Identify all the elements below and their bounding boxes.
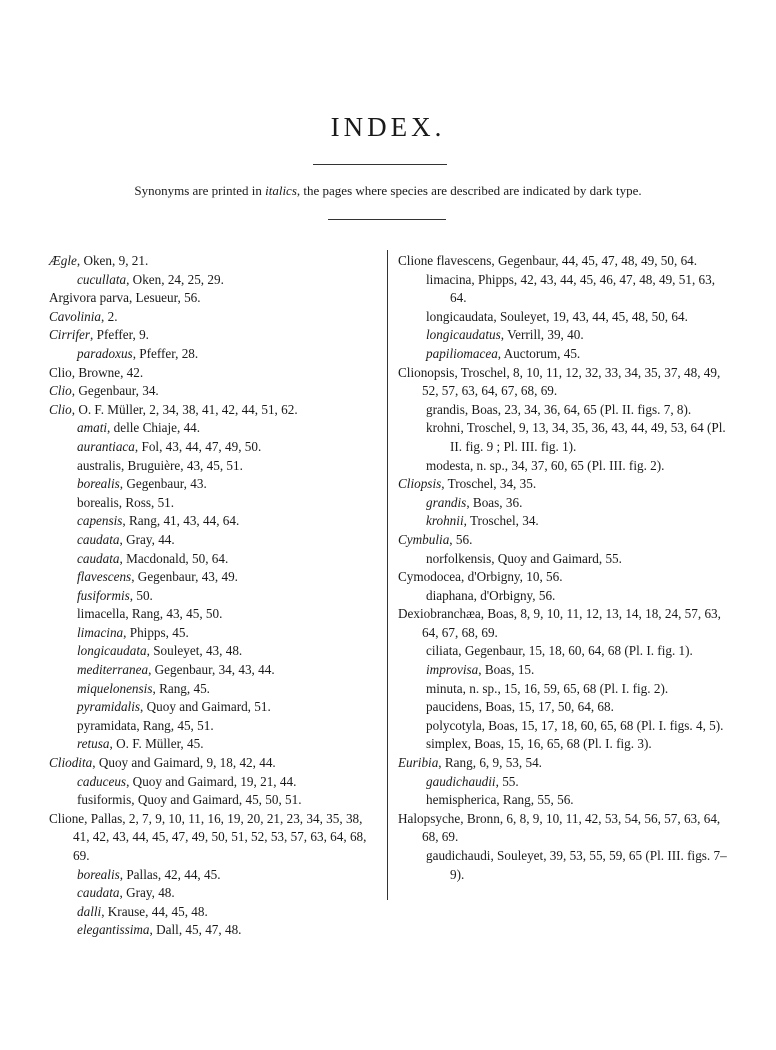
index-entry (398, 735, 734, 754)
entry-references: , Gegenbaur, 34, 43, 44. (148, 662, 275, 678)
entry-name: amati (77, 420, 108, 436)
entry-references: , n. sp., 34, 37, 60, 65 (Pl. III. fig. 2). (469, 457, 665, 473)
entry-name: papiliomacea (426, 345, 498, 361)
entry-name: Cliopsis (398, 476, 442, 492)
entry-name: longicaudata (77, 643, 147, 659)
entry-references: , Quoy and Gaimard, 51. (140, 699, 271, 715)
entry-references: , Gray, 48. (119, 885, 175, 901)
entry-name: Cavolinia (49, 308, 102, 324)
index-entry (49, 419, 374, 438)
entry-references: , 56. (449, 531, 473, 547)
entry-references: , Boas, 36. (466, 494, 523, 510)
index-entry (49, 512, 374, 531)
index-entry (49, 698, 374, 717)
entry-name: Cymbulia (398, 531, 450, 547)
entry-name: dalli (77, 903, 102, 919)
entry-references: , 50. (129, 587, 153, 603)
index-entry (49, 791, 374, 810)
note-italic-word: italics (265, 183, 297, 198)
entry-name: paradoxus (77, 345, 133, 361)
index-entry (398, 345, 734, 364)
entry-name: Cymodocea (398, 569, 461, 585)
entry-references: , d'Orbigny, 10, 56. (461, 569, 563, 585)
entry-references: , Quoy and Gaimard, 45, 50, 51. (131, 792, 302, 808)
entry-name: limacella (77, 606, 126, 622)
page-title: INDEX. (330, 112, 446, 142)
entry-name: Clione (49, 810, 85, 826)
entry-name: Euribia (398, 755, 439, 771)
entry-name: grandis (426, 401, 465, 417)
entry-name: krohnii (426, 513, 464, 529)
entry-name: australis (77, 457, 121, 473)
index-entry (398, 531, 734, 550)
entry-name: longicaudatus (426, 327, 501, 343)
entry-references: , Gegenbaur, 43, 49. (131, 569, 238, 585)
entry-references: , Troschel, 34. (463, 513, 539, 529)
index-entry (398, 587, 734, 606)
note-text-after: , the pages where species are described are indicated by dark type. (296, 183, 642, 198)
entry-name: mediterranea (77, 662, 149, 678)
entry-name: Clione flavescens (398, 253, 492, 268)
entry-references: , 2. (101, 308, 118, 324)
entry-name: gaudichaudi (426, 848, 491, 863)
entry-references: , Troschel, 34, 35. (441, 476, 537, 492)
index-entry (398, 680, 734, 699)
entry-references: , Browne, 42. (71, 364, 144, 380)
index-entry (49, 568, 374, 587)
index-entry (398, 810, 734, 847)
entry-name: ciliata (426, 643, 459, 659)
entry-references: , Rang, 55, 56. (496, 792, 574, 808)
entry-name: limacina (77, 624, 124, 640)
entry-name: caudata (77, 885, 120, 901)
entry-references: , Boas, 15, 17, 18, 60, 65, 68 (Pl. I. figs. 4, 5). (481, 717, 724, 733)
index-entry (398, 642, 734, 661)
entry-references: , Gegenbaur, 44, 45, 47, 48, 49, 50, 64. (491, 253, 698, 268)
entry-name: Cirrifer (49, 327, 91, 343)
entry-references: , Pallas, 2, 7, 9, 10, 11, 16, 19, 20, 21, 23, 34, 35, 38, 41, 42, 43, 44, 45, 47, 49, 50, 51, 52, 53, 57, 63, 64, 68, 69. (73, 810, 367, 863)
entry-references: , Boas, 15, 17, 50, 64, 68. (478, 699, 614, 715)
entry-references: , 55. (495, 773, 519, 789)
entry-references: , Troschel, 8, 10, 11, 12, 32, 33, 34, 35, 37, 48, 49, 52, 57, 63, 64, 67, 68, 69. (422, 364, 721, 399)
entry-references: , Gegenbaur, 34. (71, 383, 159, 399)
index-entry (49, 457, 374, 476)
entry-references: , Fol, 43, 44, 47, 49, 50. (134, 438, 262, 454)
entry-references: , Quoy and Gaimard, 9, 18, 42, 44. (92, 755, 276, 771)
entry-name: paucidens (426, 699, 479, 715)
entry-references: , Bruguière, 43, 45, 51. (120, 457, 243, 473)
entry-references: , Pfeffer, 9. (90, 327, 149, 343)
entry-references: , Rang, 6, 9, 53, 54. (438, 755, 542, 771)
entry-references: , Quoy and Gaimard, 19, 21, 44. (126, 773, 297, 789)
entry-name: Clio (49, 401, 72, 417)
index-column-left (49, 252, 374, 940)
index-entry (49, 642, 374, 661)
entry-references: , Phipps, 45. (123, 624, 189, 640)
entry-name: Clio (49, 383, 72, 399)
index-entry (398, 401, 734, 420)
entry-name: Clio (49, 364, 72, 380)
entry-name: polycotyla (426, 717, 482, 733)
entry-name: flavescens (77, 569, 132, 585)
index-entry (49, 810, 374, 866)
index-entry (398, 661, 734, 680)
index-entry (49, 308, 374, 327)
entry-references: , Verrill, 39, 40. (500, 327, 584, 343)
index-entry (49, 475, 374, 494)
index-entry (398, 252, 734, 271)
index-entry (49, 735, 374, 754)
entry-name: krohni (426, 420, 461, 436)
entry-references: , Lesueur, 56. (128, 290, 201, 306)
entry-name: Dexiobranchæa (398, 606, 481, 622)
entry-name: borealis (77, 866, 120, 882)
entry-references: , O. F. Müller, 2, 34, 38, 41, 42, 44, 51, 62. (71, 401, 298, 417)
entry-name: improvisa (426, 662, 479, 678)
index-entry (398, 494, 734, 513)
index-entry (49, 401, 374, 420)
index-entry (398, 271, 734, 308)
index-entry (49, 289, 374, 308)
index-entry (398, 364, 734, 401)
index-entry (398, 475, 734, 494)
entry-references: , Souleyet, 39, 53, 55, 59, 65 (Pl. III. figs. 7–9). (450, 848, 727, 882)
index-entry (49, 866, 374, 885)
entry-references: , O. F. Müller, 45. (109, 736, 204, 752)
entry-name: cucullata (77, 271, 127, 287)
index-entry (49, 345, 374, 364)
entry-references: , Oken, 9, 21. (76, 253, 149, 268)
entry-name: fusiformis (77, 792, 132, 808)
entry-references: , Dall, 45, 47, 48. (149, 922, 242, 938)
top-divider (313, 164, 447, 165)
index-entry (398, 773, 734, 792)
entry-name: modesta (426, 457, 470, 473)
entry-name: grandis (426, 494, 467, 510)
bottom-divider (328, 219, 446, 220)
entry-references: , Troschel, 9, 13, 34, 35, 36, 43, 44, 49, 53, 64 (Pl. II. fig. 9 ; Pl. III. fig. 1). (450, 420, 726, 454)
index-entry (398, 326, 734, 345)
index-entry (398, 419, 734, 456)
index-entry (49, 550, 374, 569)
entry-references: , Bronn, 6, 8, 9, 10, 11, 42, 53, 54, 56, 57, 63, 64, 68, 69. (422, 810, 721, 845)
entry-references: , Pfeffer, 28. (132, 345, 199, 361)
entry-references: , Boas, 15. (478, 662, 535, 678)
index-entry (398, 568, 734, 587)
entry-references: , Rang, 41, 43, 44, 64. (122, 513, 240, 529)
index-entry (398, 550, 734, 569)
entry-references: , Quoy and Gaimard, 55. (491, 550, 622, 566)
entry-name: borealis (77, 476, 120, 492)
index-entry (49, 605, 374, 624)
note-text-before: Synonyms are printed in (134, 183, 266, 198)
entry-references: , Souleyet, 19, 43, 44, 45, 48, 50, 64. (493, 308, 688, 324)
entry-references: , Auctorum, 45. (497, 345, 581, 361)
entry-references: , Gegenbaur, 15, 18, 60, 64, 68 (Pl. I. fig. 1). (458, 643, 693, 659)
entry-name: elegantissima (77, 922, 150, 938)
entry-references: , Macdonald, 50, 64. (119, 550, 229, 566)
entry-references: , Ross, 51. (118, 494, 175, 510)
entry-name: minuta (426, 680, 463, 696)
entry-name: limacina (426, 271, 472, 287)
entry-name: norfolkensis (426, 550, 492, 566)
entry-references: , Boas, 8, 9, 10, 11, 12, 13, 14, 18, 24, 57, 63, 64, 67, 68, 69. (422, 606, 721, 640)
index-entry (49, 903, 374, 922)
index-entry (49, 884, 374, 903)
index-entry (49, 326, 374, 345)
index-entry (398, 847, 734, 884)
index-entry (398, 698, 734, 717)
entry-name: Ægle (49, 253, 77, 268)
entry-references: , Krause, 44, 45, 48. (101, 903, 208, 919)
entry-references: , Pallas, 42, 44, 45. (119, 866, 221, 882)
index-entry (398, 457, 734, 476)
column-divider (387, 250, 388, 900)
index-entry (49, 717, 374, 736)
entry-references: , Boas, 15, 16, 65, 68 (Pl. I. fig. 3). (467, 736, 652, 752)
entry-references: , Oken, 24, 25, 29. (126, 271, 224, 287)
entry-name: diaphana (426, 587, 474, 603)
entry-name: fusiformis (77, 587, 130, 603)
entry-references: , Rang, 45, 51. (136, 717, 214, 733)
index-entry (49, 438, 374, 457)
index-entry (49, 364, 374, 383)
entry-references: , d'Orbigny, 56. (473, 587, 556, 603)
entry-name: gaudichaudii (426, 773, 496, 789)
index-column-right (398, 252, 734, 884)
index-entry (49, 754, 374, 773)
index-entry (49, 624, 374, 643)
index-entry (49, 494, 374, 513)
index-entry (49, 680, 374, 699)
entry-name: caudata (77, 531, 120, 547)
entry-name: retusa (77, 736, 110, 752)
entry-name: capensis (77, 513, 123, 529)
index-entry (398, 754, 734, 773)
entry-name: hemispherica (426, 792, 497, 808)
entry-name: Halopsyche (398, 810, 461, 826)
entry-name: pyramidata (77, 717, 137, 733)
entry-references: , Rang, 45. (152, 680, 210, 696)
index-entry (398, 605, 734, 642)
entry-references: , delle Chiaje, 44. (107, 420, 201, 436)
entry-references: , Phipps, 42, 43, 44, 45, 46, 47, 48, 49, 51, 63, 64. (450, 271, 716, 306)
index-entry (49, 661, 374, 680)
index-entry (398, 717, 734, 736)
entry-name: longicaudata (426, 308, 494, 324)
index-entry (49, 587, 374, 606)
index-entry (49, 252, 374, 271)
index-entry (398, 512, 734, 531)
entry-name: Cliodita (49, 755, 93, 771)
entry-references: , n. sp., 15, 16, 59, 65, 68 (Pl. I. fig. 2). (462, 680, 669, 696)
entry-name: pyramidalis (77, 699, 141, 715)
index-entry (49, 921, 374, 940)
entry-references: , Gray, 44. (119, 531, 175, 547)
index-entry (49, 531, 374, 550)
entry-name: miquelonensis (77, 680, 153, 696)
entry-references: , Boas, 23, 34, 36, 64, 65 (Pl. II. figs. 7, 8). (464, 401, 692, 417)
entry-references: , Souleyet, 43, 48. (146, 643, 243, 659)
entry-name: borealis (77, 494, 119, 510)
index-entry (49, 271, 374, 290)
entry-name: simplex (426, 736, 468, 752)
entry-references: , Gegenbaur, 43. (119, 476, 207, 492)
entry-name: caduceus (77, 773, 127, 789)
entry-references: , Rang, 43, 45, 50. (125, 606, 223, 622)
index-entry (49, 773, 374, 792)
entry-name: Argivora parva (49, 290, 129, 306)
entry-name: caudata (77, 550, 120, 566)
index-entry (398, 791, 734, 810)
index-entry (398, 308, 734, 327)
entry-name: aurantiaca (77, 438, 135, 454)
entry-name: Clionopsis (398, 364, 455, 380)
index-note (0, 183, 776, 199)
index-entry (49, 382, 374, 401)
